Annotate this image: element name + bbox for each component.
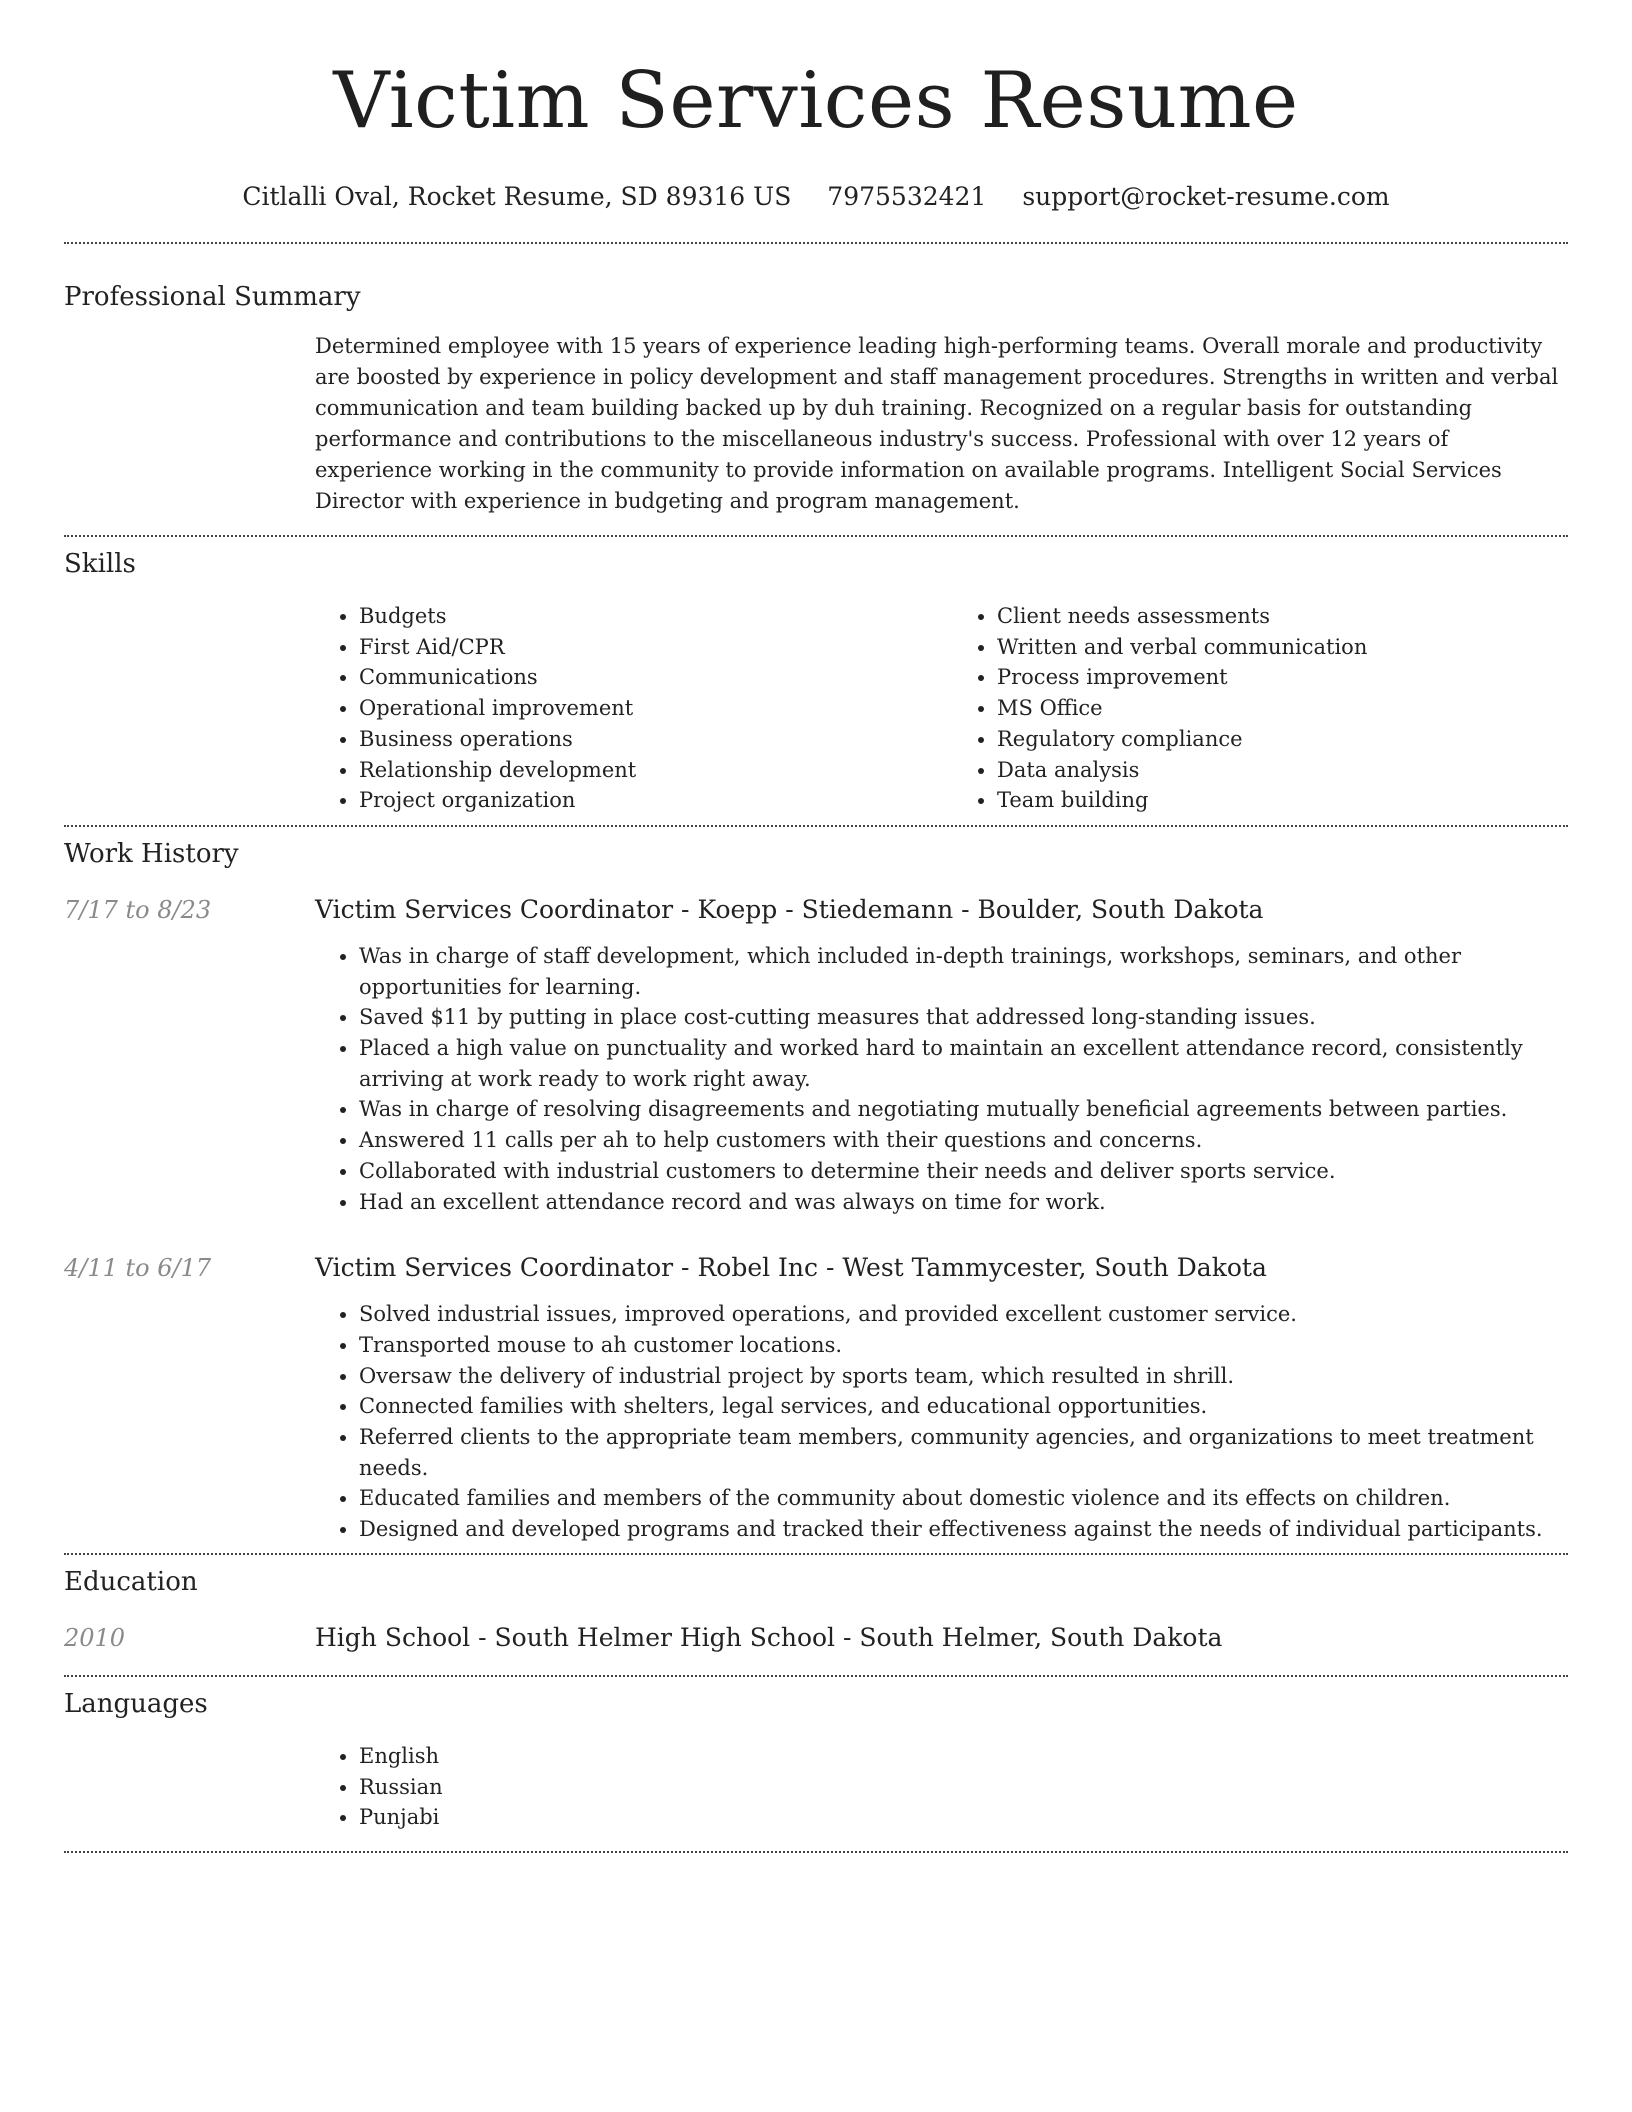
summary-content — [315, 331, 1568, 517]
education-year: 2010 — [64, 1623, 126, 1652]
job-bullet: • Was in charge of staff development, which included in-depth trainings, workshops, seminars, and other opportunities for learning. — [359, 941, 1568, 1002]
section-heading-summary: Professional Summary — [64, 282, 361, 312]
job-entry — [64, 1251, 1568, 1545]
job-title: Victim Services Coordinator - Robel Inc - West Tammycester, South Dakota — [315, 1253, 1267, 1283]
job-bullet: • Had an excellent attendance record and was always on time for work. — [359, 1187, 1568, 1218]
resume-page — [64, 0, 1568, 1853]
skill-item: • Data analysis — [997, 755, 1567, 786]
education-entry — [64, 1621, 1568, 1655]
section-heading-skills: Skills — [64, 549, 136, 579]
job-bullets — [315, 941, 1568, 1217]
job-bullet: • Collaborated with industrial customers to determine their needs and deliver sports service. — [359, 1156, 1568, 1187]
divider — [64, 1851, 1568, 1853]
skill-item: • Team building — [997, 785, 1567, 816]
resume-title: Victim Services Resume — [333, 56, 1299, 146]
job-bullet: • Saved $11 by putting in place cost-cutting measures that addressed long-standing issues. — [359, 1002, 1568, 1033]
job-bullets — [315, 1299, 1568, 1545]
skill-item: • MS Office — [997, 693, 1567, 724]
skill-item: • Relationship development — [359, 755, 929, 786]
job-body — [315, 893, 1568, 1217]
language-item: • English — [359, 1741, 1568, 1772]
skill-item: • Regulatory compliance — [997, 724, 1567, 755]
education-section — [64, 1555, 1568, 1655]
skill-item: • Client needs assessments — [997, 601, 1567, 632]
job-entry — [64, 893, 1568, 1217]
contact-line — [64, 180, 1568, 214]
job-bullet: • Placed a high value on punctuality and worked hard to maintain an excellent attendance record, consistently arriving at work ready to work right away. — [359, 1033, 1568, 1094]
contact-phone: 7975532421 — [827, 182, 987, 211]
job-title: Victim Services Coordinator - Koepp - Stiedemann - Boulder, South Dakota — [315, 894, 1264, 924]
contact-email: support@rocket-resume.com — [1022, 182, 1390, 211]
language-item: • Punjabi — [359, 1802, 1568, 1833]
job-bullet: • Educated families and members of the community about domestic violence and its effects on children. — [359, 1483, 1568, 1514]
job-dates: 4/11 to 6/17 — [64, 1254, 212, 1283]
skill-item: • Budgets — [359, 601, 929, 632]
summary-text: Determined employee with 15 years of experience leading high-performing teams. Overall morale and productivity are boosted by experience in policy development and staff management procedures. Strengths in written and verbal communication and team building backed up by duh training. Recognized on a regular basis for outstanding performance and contributions to the miscellaneous industry's success. Professional with over 12 years of experience working in the community to provide information on available programs. Intelligent Social Services Director with experience in budgeting and program management. — [315, 334, 1559, 513]
summary-section — [64, 244, 1568, 517]
job-bullet: • Solved industrial issues, improved operations, and provided excellent customer service. — [359, 1299, 1568, 1330]
job-bullet: • Referred clients to the appropriate team members, community agencies, and organizations to meet treatment needs. — [359, 1422, 1568, 1483]
skill-item: • Project organization — [359, 785, 929, 816]
section-heading-work: Work History — [64, 838, 239, 869]
section-heading-languages: Languages — [64, 1688, 208, 1719]
job-bullet: • Answered 11 calls per ah to help customers with their questions and concerns. — [359, 1125, 1568, 1156]
language-item: • Russian — [359, 1772, 1568, 1803]
job-dates: 7/17 to 8/23 — [64, 895, 212, 924]
skills-section — [64, 537, 1568, 816]
languages-content — [315, 1741, 1568, 1833]
education-title: High School - South Helmer High School - South Helmer, South Dakota — [315, 1622, 1223, 1652]
languages-section — [64, 1677, 1568, 1833]
skill-item: • First Aid/CPR — [359, 632, 929, 663]
skill-item: • Communications — [359, 662, 929, 693]
education-body — [315, 1621, 1568, 1655]
skills-list-right — [929, 601, 1567, 816]
skills-list-left — [315, 601, 929, 816]
contact-address: Citlalli Oval, Rocket Resume, SD 89316 US — [242, 182, 792, 211]
job-bullet: • Was in charge of resolving disagreements and negotiating mutually beneficial agreements between parties. — [359, 1094, 1568, 1125]
languages-list — [315, 1741, 1568, 1833]
job-body — [315, 1251, 1568, 1545]
section-heading-education: Education — [64, 1566, 198, 1597]
work-section — [64, 827, 1568, 1545]
skill-item: • Written and verbal communication — [997, 632, 1567, 663]
skill-item: • Operational improvement — [359, 693, 929, 724]
job-bullet: • Designed and developed programs and tracked their effectiveness against the needs of individual participants. — [359, 1514, 1568, 1545]
job-bullet: • Oversaw the delivery of industrial project by sports team, which resulted in shrill. — [359, 1361, 1568, 1392]
skill-item: • Process improvement — [997, 662, 1567, 693]
job-bullet: • Connected families with shelters, legal services, and educational opportunities. — [359, 1391, 1568, 1422]
skill-item: • Business operations — [359, 724, 929, 755]
skills-grid — [315, 601, 1568, 816]
job-bullet: • Transported mouse to ah customer locations. — [359, 1330, 1568, 1361]
